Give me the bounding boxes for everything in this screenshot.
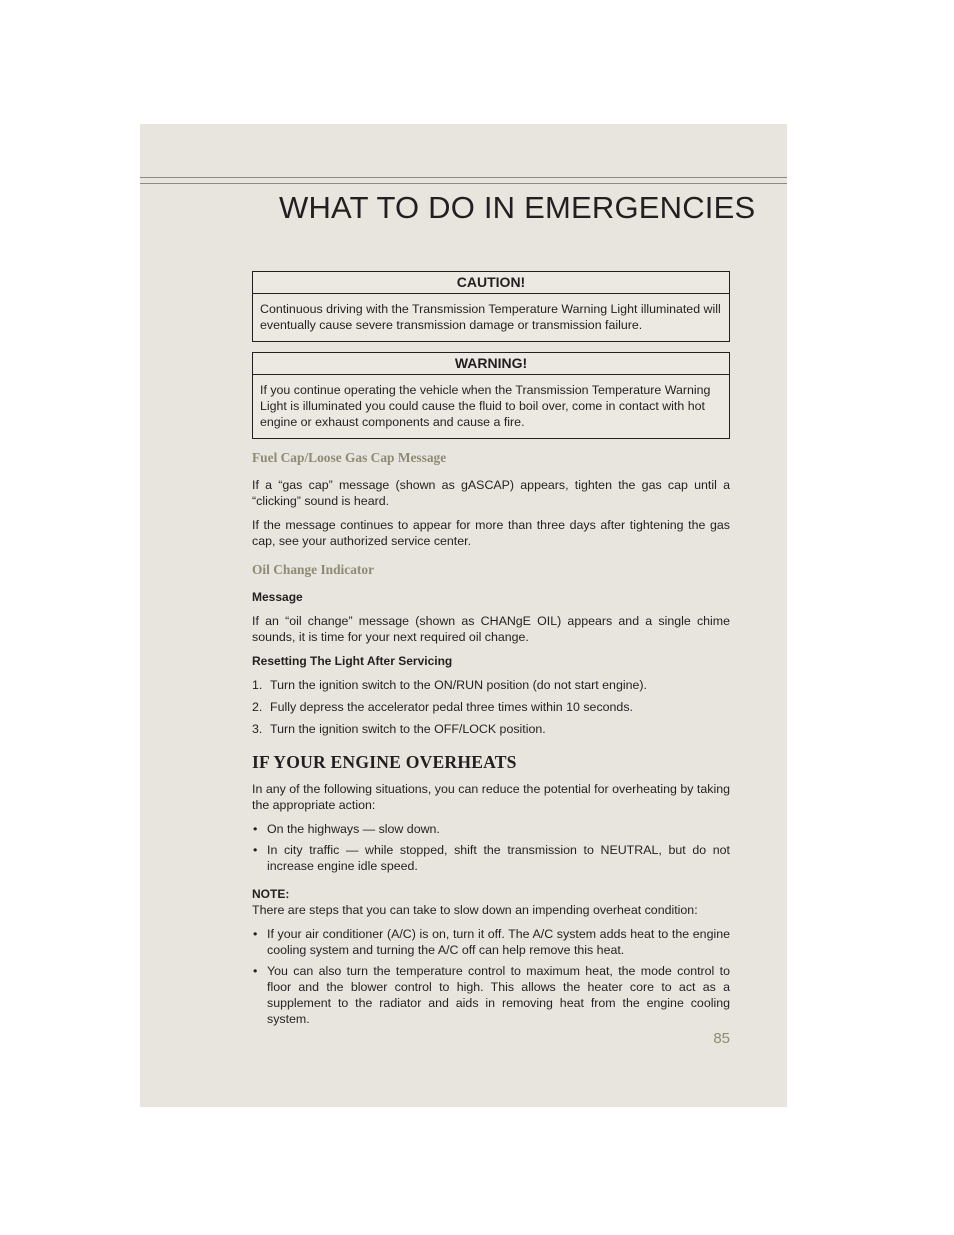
- bullet-item: [252, 963, 730, 1027]
- bullet-symbol: •: [253, 822, 258, 836]
- warning-heading: WARNING!: [253, 353, 729, 375]
- step-number: 3.: [252, 722, 263, 736]
- bullet-text: In city traffic — while stopped, shift the transmission to NEUTRAL, but do not increase engine idle speed.: [267, 843, 730, 873]
- bullet-text: You can also turn the temperature control to maximum heat, the mode control to floor and the blower control to high. This allows the heater core to act as a supplement to the radiator and aids in removing heat from the engine cooling system.: [267, 964, 730, 1026]
- bullet-symbol: •: [253, 927, 258, 941]
- page-number: 85: [713, 1030, 730, 1047]
- step-item: [252, 699, 730, 715]
- message-label: Message: [252, 590, 303, 604]
- step-text: Turn the ignition switch to the ON/RUN position (do not start engine).: [270, 678, 647, 692]
- bullet-item: [252, 821, 730, 837]
- header-rule-top: [140, 177, 787, 178]
- bullet-symbol: •: [253, 964, 258, 978]
- fuel-cap-paragraph-2: If the message continues to appear for more than three days after tightening the gas cap, see your authorized service center.: [252, 518, 730, 548]
- step-text: Fully depress the accelerator pedal three times within 10 seconds.: [270, 700, 633, 714]
- step-number: 1.: [252, 678, 263, 692]
- fuel-cap-heading: Fuel Cap/Loose Gas Cap Message: [252, 450, 447, 465]
- bullet-item: [252, 842, 730, 874]
- step-number: 2.: [252, 700, 263, 714]
- page-content: [252, 271, 730, 1032]
- bullet-symbol: •: [253, 843, 258, 857]
- warning-box: [252, 352, 730, 439]
- reset-label: Resetting The Light After Servicing: [252, 654, 453, 668]
- overheat-intro: In any of the following situations, you can reduce the potential for overheating by taking the appropriate action:: [252, 782, 730, 812]
- overheat-heading: IF YOUR ENGINE OVERHEATS: [252, 752, 517, 772]
- fuel-cap-paragraph-1: If a “gas cap” message (shown as gASCAP) appears, tighten the gas cap until a “clicking” sound is heard.: [252, 478, 730, 508]
- bullet-text: On the highways — slow down.: [267, 822, 440, 836]
- oil-change-heading: Oil Change Indicator: [252, 562, 375, 577]
- caution-box: [252, 271, 730, 342]
- manual-page: [140, 124, 787, 1107]
- bullet-item: [252, 926, 730, 958]
- warning-body: If you continue operating the vehicle when the Transmission Temperature Warning Light is illuminated you could cause the fluid to boil over, come in contact with hot engine or exhaust components and cause a fire.: [260, 383, 711, 429]
- note-label: NOTE:: [252, 887, 290, 901]
- step-text: Turn the ignition switch to the OFF/LOCK position.: [270, 722, 546, 736]
- caution-heading: CAUTION!: [253, 272, 729, 294]
- step-item: [252, 677, 730, 693]
- message-paragraph: If an “oil change” message (shown as CHANgE OIL) appears and a single chime sounds, it is time for your next required oil change.: [252, 614, 730, 644]
- caution-body: Continuous driving with the Transmission Temperature Warning Light illuminated will eventually cause severe transmission damage or transmission failure.: [260, 302, 721, 332]
- bullet-text: If your air conditioner (A/C) is on, turn it off. The A/C system adds heat to the engine cooling system and turning the A/C off can help remove this heat.: [267, 927, 730, 957]
- note-text: There are steps that you can take to slow down an impending overheat condition:: [252, 903, 698, 917]
- step-item: [252, 721, 730, 737]
- header-rule-bottom: [140, 183, 787, 184]
- chapter-title: WHAT TO DO IN EMERGENCIES: [279, 190, 756, 225]
